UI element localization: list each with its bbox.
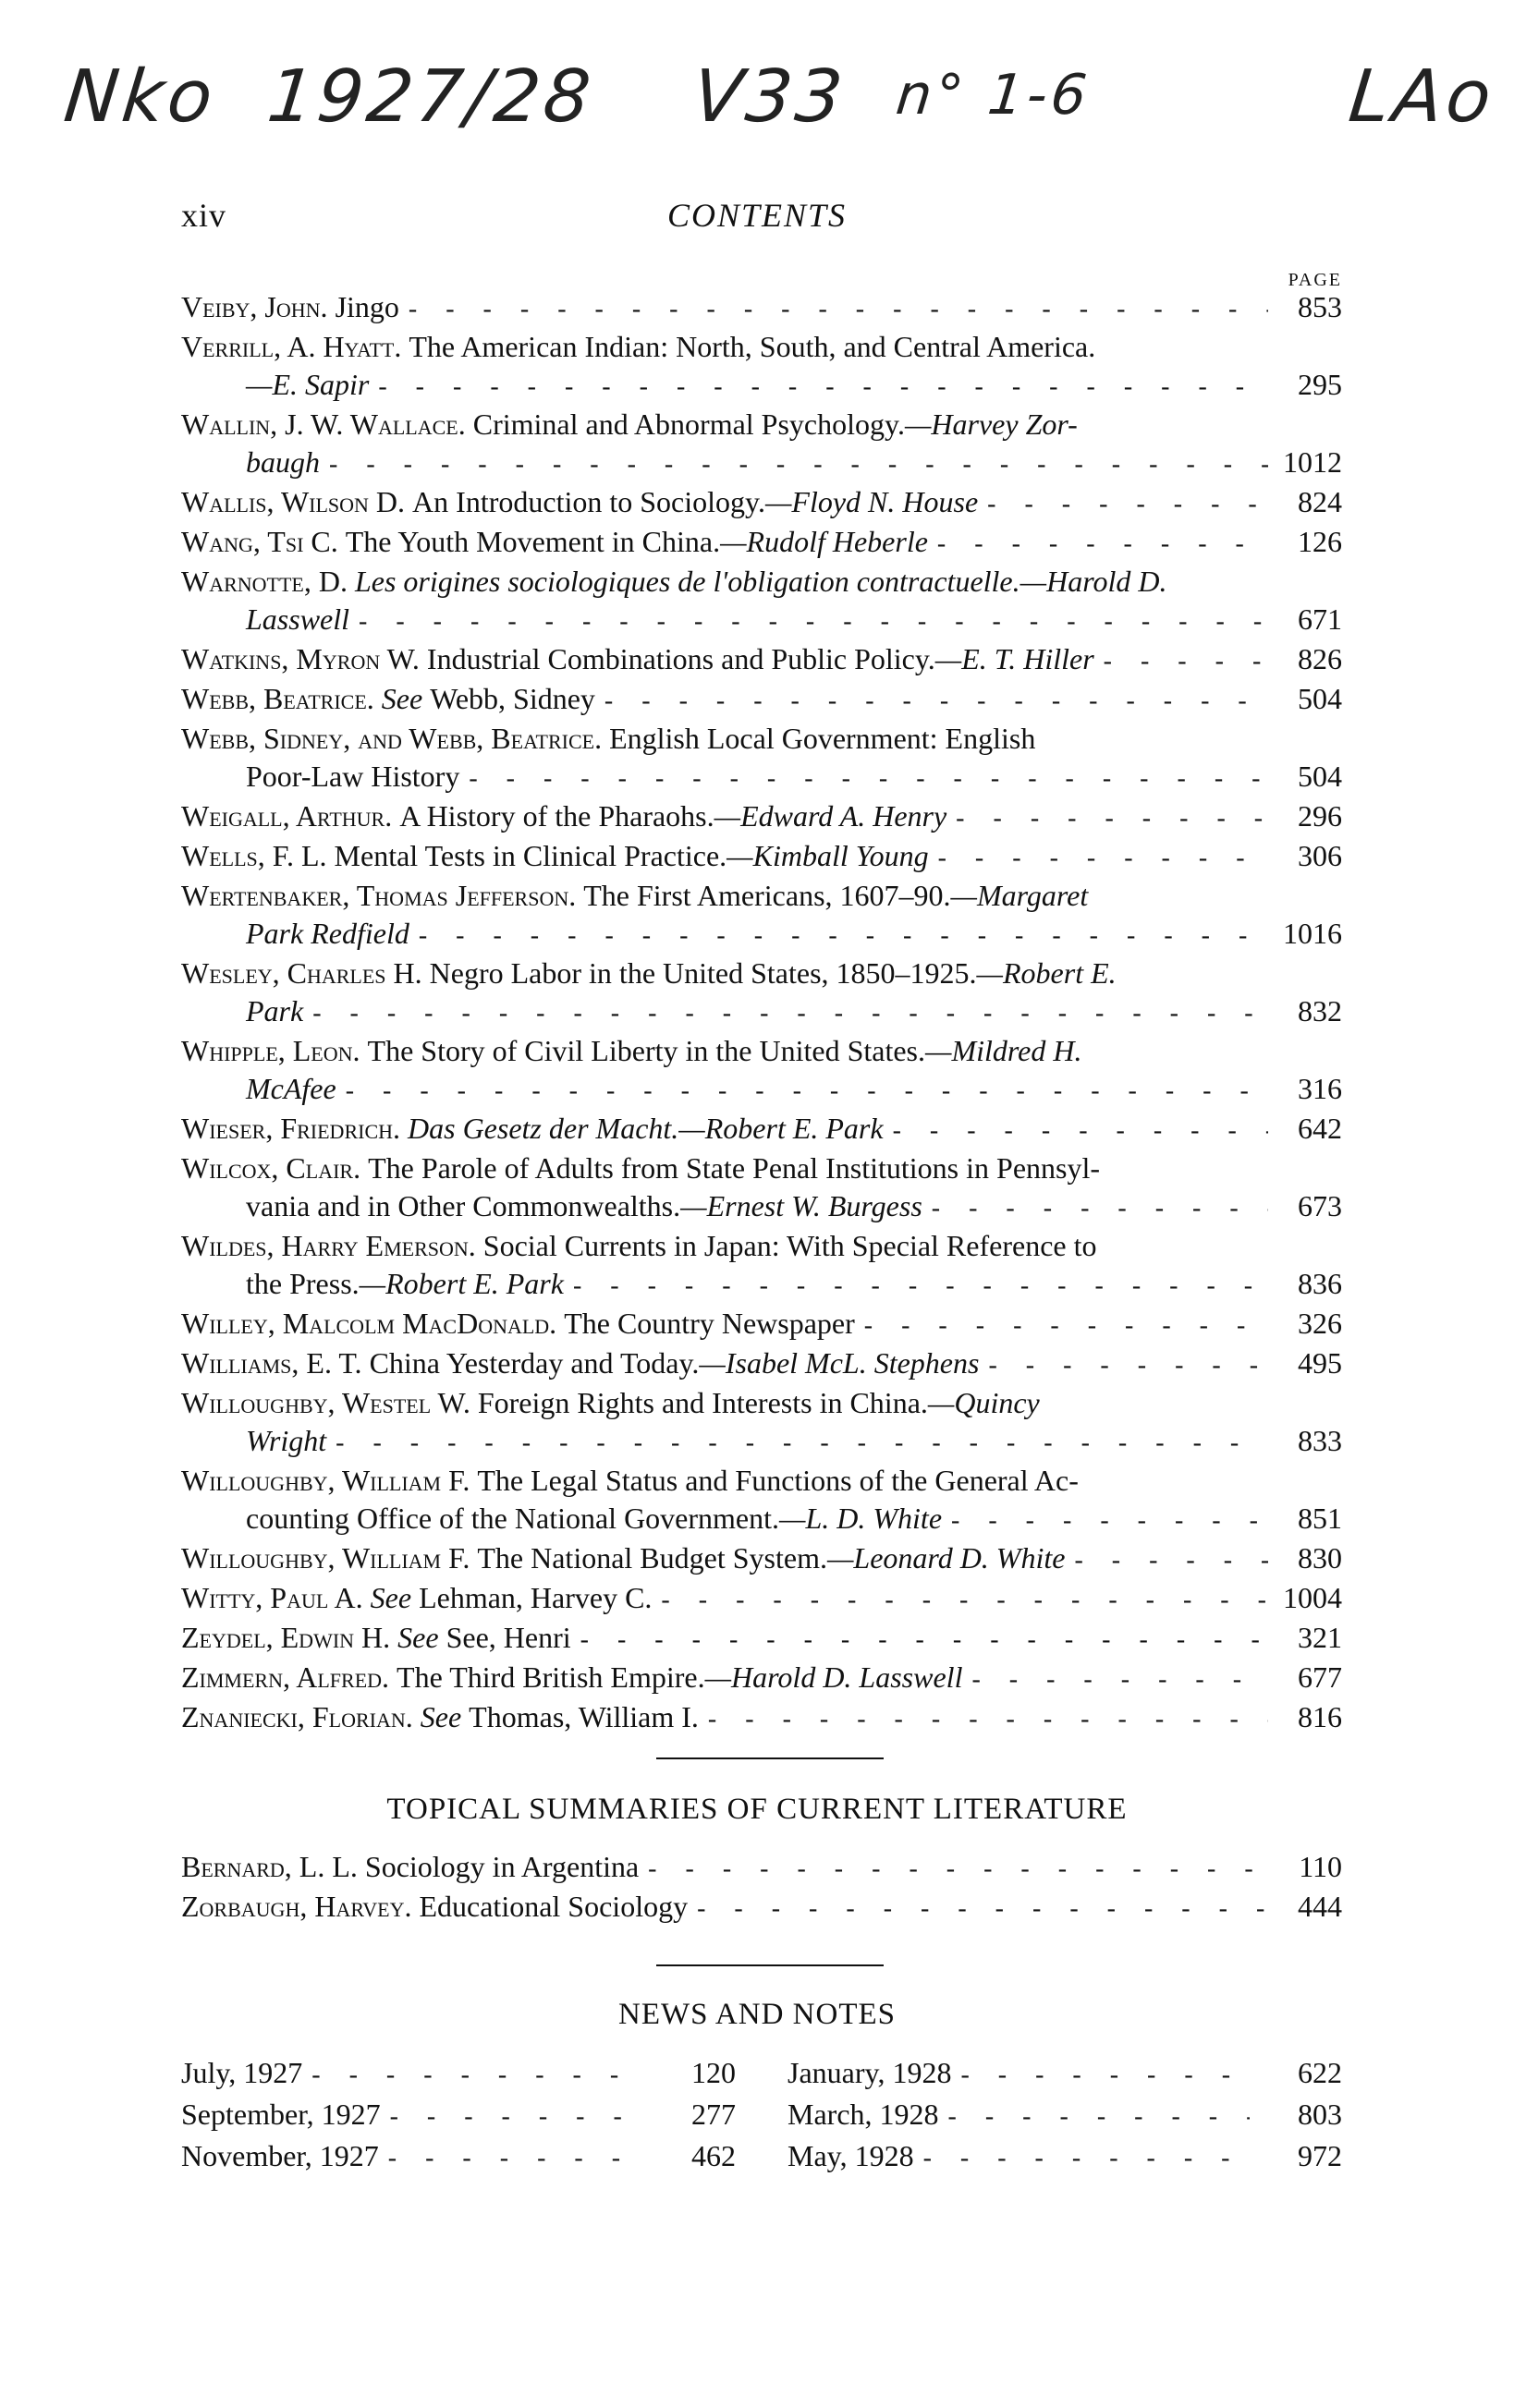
entry-page-number: 126 xyxy=(1298,525,1342,558)
entry-page-number: 826 xyxy=(1298,642,1342,675)
contents-entry xyxy=(181,1848,1342,1888)
entry-line xyxy=(181,1110,1342,1149)
entry-line xyxy=(181,2053,736,2095)
entry-author: Bernard, L. L. xyxy=(181,1850,358,1883)
section-divider xyxy=(656,1757,884,1759)
entry-line xyxy=(181,1149,1342,1187)
page-number: xiv xyxy=(181,197,227,234)
topical-list xyxy=(181,1848,1342,1928)
entry-line xyxy=(181,406,1342,444)
entry-title: vania and in Other Commonwealths. xyxy=(246,1189,681,1222)
entry-reference: Lehman, Harvey C. xyxy=(419,1581,653,1614)
entry-line xyxy=(181,877,1342,915)
entry-page-number: 444 xyxy=(1298,1890,1342,1923)
entry-title: Jingo xyxy=(335,290,399,323)
topical-section-title: TOPICAL SUMMARIES OF CURRENT LITERATURE xyxy=(386,1793,1128,1826)
entry-reviewer: —Robert E. xyxy=(976,956,1117,990)
entry-author: Veiby, John. xyxy=(181,290,328,323)
entry-line xyxy=(181,1305,1342,1344)
entry-title: the Press. xyxy=(246,1267,360,1300)
entry-reviewer: —Isabel McL. Stephens xyxy=(699,1346,980,1380)
entry-author: Verrill, A. Hyatt. xyxy=(181,330,402,363)
news-column-right xyxy=(788,2053,1342,2178)
contents-entry xyxy=(181,1344,1342,1384)
entry-reviewer: Wright xyxy=(246,1424,327,1457)
entry-title: The Story of Civil Liberty in the United States. xyxy=(367,1034,925,1067)
entry-line xyxy=(181,483,1342,523)
entry-title: Criminal and Abnormal Psychology. xyxy=(472,407,905,441)
section-divider xyxy=(656,1964,884,1966)
entry-page-number: 120 xyxy=(691,2056,736,2089)
dot-leader xyxy=(311,2056,643,2095)
entry-reviewer: Lasswell xyxy=(246,602,350,636)
dot-leader xyxy=(312,994,1268,1032)
contents-entry xyxy=(181,1698,1342,1738)
entry-line xyxy=(181,1265,1342,1305)
dot-leader xyxy=(329,445,1268,483)
dot-leader xyxy=(937,525,1268,563)
entry-reviewer: —L. D. White xyxy=(779,1502,943,1535)
contents-entry xyxy=(181,680,1342,720)
contents-entry xyxy=(181,406,1342,483)
entry-author: Wallis, Wilson D. xyxy=(181,485,406,518)
entry-author: Willey, Malcolm MacDonald. xyxy=(181,1307,557,1340)
entry-author: Willoughby, William F. xyxy=(181,1541,470,1575)
dot-leader xyxy=(661,1581,1268,1619)
news-column-left xyxy=(181,2053,736,2178)
dot-leader xyxy=(988,1346,1268,1384)
entry-line xyxy=(181,1888,1342,1928)
entry-title: Social Currents in Japan: With Special Reference to xyxy=(482,1229,1097,1262)
contents-entry xyxy=(181,1384,1342,1462)
dot-leader xyxy=(409,290,1268,328)
contents-entry xyxy=(181,328,1342,406)
entry-reviewer: baugh xyxy=(246,445,320,479)
entry-author: Wieser, Friedrich. xyxy=(181,1112,400,1145)
entry-title: An Introduction to Sociology. xyxy=(412,485,765,518)
entry-page-number: 1016 xyxy=(1283,917,1342,950)
news-issue-date: November, 1927 xyxy=(181,2139,379,2172)
entry-reviewer: McAfee xyxy=(246,1072,336,1105)
dot-leader xyxy=(359,602,1268,640)
handwritten-note: 1927/28 xyxy=(263,55,598,139)
entry-page-number: 1004 xyxy=(1283,1581,1342,1614)
entry-author: Wesley, Charles H. xyxy=(181,956,422,990)
entry-line xyxy=(788,2136,1342,2178)
entry-reviewer: —Leonard D. White xyxy=(826,1541,1066,1575)
entry-title: Industrial Combinations and Public Policy. xyxy=(426,642,935,675)
entry-author: Webb, Sidney, and Webb, Beatrice. xyxy=(181,722,603,755)
entry-line xyxy=(181,1227,1342,1265)
entry-line xyxy=(181,1848,1342,1888)
entry-author: Weigall, Arthur. xyxy=(181,799,393,833)
entry-page-number: 277 xyxy=(691,2098,736,2131)
entry-reference: Webb, Sidney xyxy=(430,682,595,715)
entry-line xyxy=(181,1187,1342,1227)
entry-author: Wildes, Harry Emerson. xyxy=(181,1229,476,1262)
entry-page-number: 824 xyxy=(1298,485,1342,518)
news-entry xyxy=(788,2053,1342,2095)
handwritten-annotations xyxy=(55,55,1499,157)
entry-title: Mental Tests in Clinical Practice. xyxy=(334,839,727,872)
contents-entry xyxy=(181,563,1342,640)
entry-page-number: 673 xyxy=(1298,1189,1342,1222)
entry-author: Zeydel, Edwin H. xyxy=(181,1621,391,1654)
dot-leader xyxy=(948,2098,1250,2136)
entry-line xyxy=(181,1500,1342,1539)
entry-title: The American Indian: North, South, and Central America. xyxy=(409,330,1096,363)
entry-line xyxy=(181,1619,1342,1659)
entry-reviewer: —Kimball Young xyxy=(726,839,929,872)
entry-page-number: 296 xyxy=(1298,799,1342,833)
entry-line xyxy=(181,1539,1342,1579)
entry-page-number: 642 xyxy=(1298,1112,1342,1145)
dot-leader xyxy=(708,1700,1268,1738)
entry-line xyxy=(181,680,1342,720)
entry-page-number: 851 xyxy=(1298,1502,1342,1535)
contents-entry xyxy=(181,877,1342,955)
contents-entry xyxy=(181,1227,1342,1305)
dot-leader xyxy=(932,1189,1268,1227)
entry-page-number: 833 xyxy=(1298,1424,1342,1457)
entry-author: Zimmern, Alfred. xyxy=(181,1660,390,1694)
entry-title: A History of the Pharaohs. xyxy=(399,799,714,833)
entry-page-number: 677 xyxy=(1298,1660,1342,1694)
entry-reviewer: —E. Sapir xyxy=(246,368,370,401)
entry-reviewer: Les origines sociologiques de l'obligation contractuelle.—Harold D. xyxy=(354,565,1167,598)
entry-line xyxy=(788,2053,1342,2095)
entry-title: The Legal Status and Functions of the General Ac- xyxy=(477,1464,1079,1497)
entry-line xyxy=(181,992,1342,1032)
entry-title: Educational Sociology xyxy=(419,1890,689,1923)
news-issue-date: May, 1928 xyxy=(788,2139,914,2172)
dot-leader xyxy=(951,1502,1268,1539)
contents-entry xyxy=(181,1539,1342,1579)
entry-reviewer: See xyxy=(370,1581,412,1614)
news-list xyxy=(181,2053,1342,2178)
entry-title: The Parole of Adults from State Penal Institutions in Pennsyl- xyxy=(368,1151,1101,1185)
news-issue-date: July, 1927 xyxy=(181,2056,303,2089)
news-entry xyxy=(181,2095,736,2136)
entry-author: Wallin, J. W. Wallace. xyxy=(181,407,466,441)
dot-leader xyxy=(971,1660,1268,1698)
entry-title: counting Office of the National Government. xyxy=(246,1502,780,1535)
entry-page-number: 1012 xyxy=(1283,445,1342,479)
entry-page-number: 321 xyxy=(1298,1621,1342,1654)
entry-title: Poor-Law History xyxy=(246,760,460,793)
dot-leader xyxy=(697,1890,1268,1928)
entry-title: The National Budget System. xyxy=(477,1541,827,1575)
entry-reviewer: —Margaret xyxy=(950,879,1089,912)
dot-leader xyxy=(987,485,1268,523)
entry-author: Whipple, Leon. xyxy=(181,1034,360,1067)
entry-reference: See, Henri xyxy=(446,1621,571,1654)
dot-leader xyxy=(604,682,1268,720)
contents-entry xyxy=(181,1619,1342,1659)
entry-line xyxy=(181,955,1342,992)
entry-reviewer: —Rudolf Heberle xyxy=(720,525,928,558)
entry-line xyxy=(181,797,1342,837)
contents-entry xyxy=(181,1579,1342,1619)
dot-leader xyxy=(346,1072,1268,1110)
contents-entry xyxy=(181,483,1342,523)
entry-reviewer: See xyxy=(381,682,423,715)
news-entry xyxy=(788,2136,1342,2178)
entry-page-number: 295 xyxy=(1298,368,1342,401)
entry-author: Wang, Tsi C. xyxy=(181,525,338,558)
entry-page-number: 836 xyxy=(1298,1267,1342,1300)
entry-page-number: 110 xyxy=(1299,1850,1342,1883)
contents-entry xyxy=(181,1149,1342,1227)
contents-entry xyxy=(181,797,1342,837)
dot-leader xyxy=(938,839,1268,877)
entry-page-number: 462 xyxy=(691,2139,736,2172)
entry-page-number: 504 xyxy=(1298,760,1342,793)
entry-line xyxy=(181,2095,736,2136)
dot-leader xyxy=(469,760,1268,797)
entry-page-number: 853 xyxy=(1298,290,1342,323)
entry-title: The First Americans, 1607–90. xyxy=(583,879,951,912)
entry-title: Foreign Rights and Interests in China. xyxy=(477,1386,928,1419)
dot-leader xyxy=(923,2139,1250,2178)
dot-leader xyxy=(573,1267,1268,1305)
entry-title: English Local Government: English xyxy=(609,722,1036,755)
entry-page-number: 495 xyxy=(1298,1346,1342,1380)
contents-entry xyxy=(181,955,1342,1032)
dot-leader xyxy=(336,1424,1268,1462)
entry-title: The Youth Movement in China. xyxy=(345,525,721,558)
news-issue-date: March, 1928 xyxy=(788,2098,939,2131)
contents-entry xyxy=(181,1305,1342,1344)
entry-line xyxy=(181,444,1342,483)
entry-author: Zorbaugh, Harvey. xyxy=(181,1890,412,1923)
handwritten-note: LAo xyxy=(1345,55,1499,139)
entry-line xyxy=(181,366,1342,406)
entry-author: Witty, Paul A. xyxy=(181,1581,363,1614)
entry-line xyxy=(181,837,1342,877)
entry-reviewer: —E. T. Hiller xyxy=(934,642,1094,675)
entry-line xyxy=(181,640,1342,680)
entry-title: Negro Labor in the United States, 1850–1925. xyxy=(429,956,977,990)
news-issue-date: September, 1927 xyxy=(181,2098,381,2131)
dot-leader xyxy=(864,1307,1268,1344)
dot-leader xyxy=(648,1850,1268,1888)
entry-author: Watkins, Myron W. xyxy=(181,642,420,675)
handwritten-note: Nko xyxy=(60,55,220,139)
contents-entry xyxy=(181,640,1342,680)
entry-page-number: 816 xyxy=(1298,1700,1342,1733)
entry-author: Wells, F. L. xyxy=(181,839,327,872)
dot-leader xyxy=(378,368,1268,406)
handwritten-note: n° 1-6 xyxy=(893,63,1093,128)
page-title: CONTENTS xyxy=(666,197,848,234)
entry-author: Willoughby, William F. xyxy=(181,1464,470,1497)
entry-author: Williams, E. T. xyxy=(181,1346,362,1380)
dot-leader xyxy=(893,1112,1268,1149)
entry-page-number: 671 xyxy=(1298,602,1342,636)
entry-reviewer: —Ernest W. Burgess xyxy=(680,1189,922,1222)
contents-entry xyxy=(181,1032,1342,1110)
contents-entry xyxy=(181,1110,1342,1149)
entry-reviewer: —Harold D. Lasswell xyxy=(704,1660,963,1694)
entry-page-number: 326 xyxy=(1298,1307,1342,1340)
entry-line xyxy=(181,2136,736,2178)
entry-page-number: 972 xyxy=(1298,2139,1342,2172)
entry-author: Wertenbaker, Thomas Jefferson. xyxy=(181,879,577,912)
contents-entry xyxy=(181,1462,1342,1539)
page-column-label: PAGE xyxy=(1288,270,1342,290)
entry-reviewer: Park xyxy=(246,994,304,1028)
dot-leader xyxy=(580,1621,1268,1659)
entry-title: The Third British Empire. xyxy=(397,1660,705,1694)
contents-list xyxy=(181,288,1342,1738)
entry-line xyxy=(181,720,1342,758)
entry-line xyxy=(181,1070,1342,1110)
entry-reviewer: Das Gesetz der Macht.—Robert E. Park xyxy=(408,1112,884,1145)
entry-author: Willoughby, Westel W. xyxy=(181,1386,470,1419)
entry-page-number: 306 xyxy=(1298,839,1342,872)
handwritten-note: V33 xyxy=(689,55,850,139)
entry-reviewer: Park Redfield xyxy=(246,917,409,950)
contents-entry xyxy=(181,720,1342,797)
entry-line xyxy=(181,1344,1342,1384)
entry-page-number: 504 xyxy=(1298,682,1342,715)
news-issue-date: January, 1928 xyxy=(788,2056,952,2089)
entry-line xyxy=(181,288,1342,328)
entry-reviewer: —Quincy xyxy=(927,1386,1040,1419)
entry-line xyxy=(181,1032,1342,1070)
entry-line xyxy=(181,523,1342,563)
contents-entry xyxy=(181,837,1342,877)
entry-line xyxy=(181,1422,1342,1462)
contents-entry xyxy=(181,1888,1342,1928)
entry-page-number: 622 xyxy=(1298,2056,1342,2089)
dot-leader xyxy=(388,2139,643,2178)
news-entry xyxy=(788,2095,1342,2136)
entry-author: Znaniecki, Florian. xyxy=(181,1700,413,1733)
entry-line xyxy=(181,1698,1342,1738)
entry-title: The Country Newspaper xyxy=(564,1307,855,1340)
dot-leader xyxy=(956,799,1268,837)
entry-line xyxy=(788,2095,1342,2136)
entry-page-number: 832 xyxy=(1298,994,1342,1028)
entry-line xyxy=(181,1659,1342,1698)
contents-entry xyxy=(181,1659,1342,1698)
entry-reviewer: —Robert E. Park xyxy=(359,1267,564,1300)
dot-leader xyxy=(1104,642,1268,680)
contents-entry xyxy=(181,288,1342,328)
entry-page-number: 803 xyxy=(1298,2098,1342,2131)
news-section-title: NEWS AND NOTES xyxy=(618,1998,896,2031)
entry-reference: Thomas, William I. xyxy=(469,1700,699,1733)
entry-line xyxy=(181,758,1342,797)
entry-reviewer: —Mildred H. xyxy=(925,1034,1082,1067)
news-entry xyxy=(181,2136,736,2178)
entry-line xyxy=(181,601,1342,640)
dot-leader xyxy=(419,917,1268,955)
entry-reviewer: —Edward A. Henry xyxy=(714,799,947,833)
entry-line xyxy=(181,915,1342,955)
entry-reviewer: See xyxy=(420,1700,462,1733)
contents-entry xyxy=(181,523,1342,563)
entry-reviewer: —Floyd N. House xyxy=(764,485,979,518)
entry-line xyxy=(181,1579,1342,1619)
dot-leader xyxy=(390,2098,643,2136)
entry-page-number: 316 xyxy=(1298,1072,1342,1105)
entry-author: Wilcox, Clair. xyxy=(181,1151,361,1185)
entry-title: Sociology in Argentina xyxy=(364,1850,640,1883)
entry-author: Warnotte, D. xyxy=(181,565,348,598)
dot-leader xyxy=(960,2056,1250,2095)
entry-line xyxy=(181,1384,1342,1422)
entry-line xyxy=(181,328,1342,366)
entry-reviewer: See xyxy=(397,1621,439,1654)
entry-reviewer: —Harvey Zor- xyxy=(904,407,1078,441)
entry-page-number: 830 xyxy=(1298,1541,1342,1575)
dot-leader xyxy=(1074,1541,1268,1579)
entry-line xyxy=(181,1462,1342,1500)
entry-line xyxy=(181,563,1342,601)
news-entry xyxy=(181,2053,736,2095)
entry-author: Webb, Beatrice. xyxy=(181,682,374,715)
entry-title: China Yesterday and Today. xyxy=(369,1346,700,1380)
